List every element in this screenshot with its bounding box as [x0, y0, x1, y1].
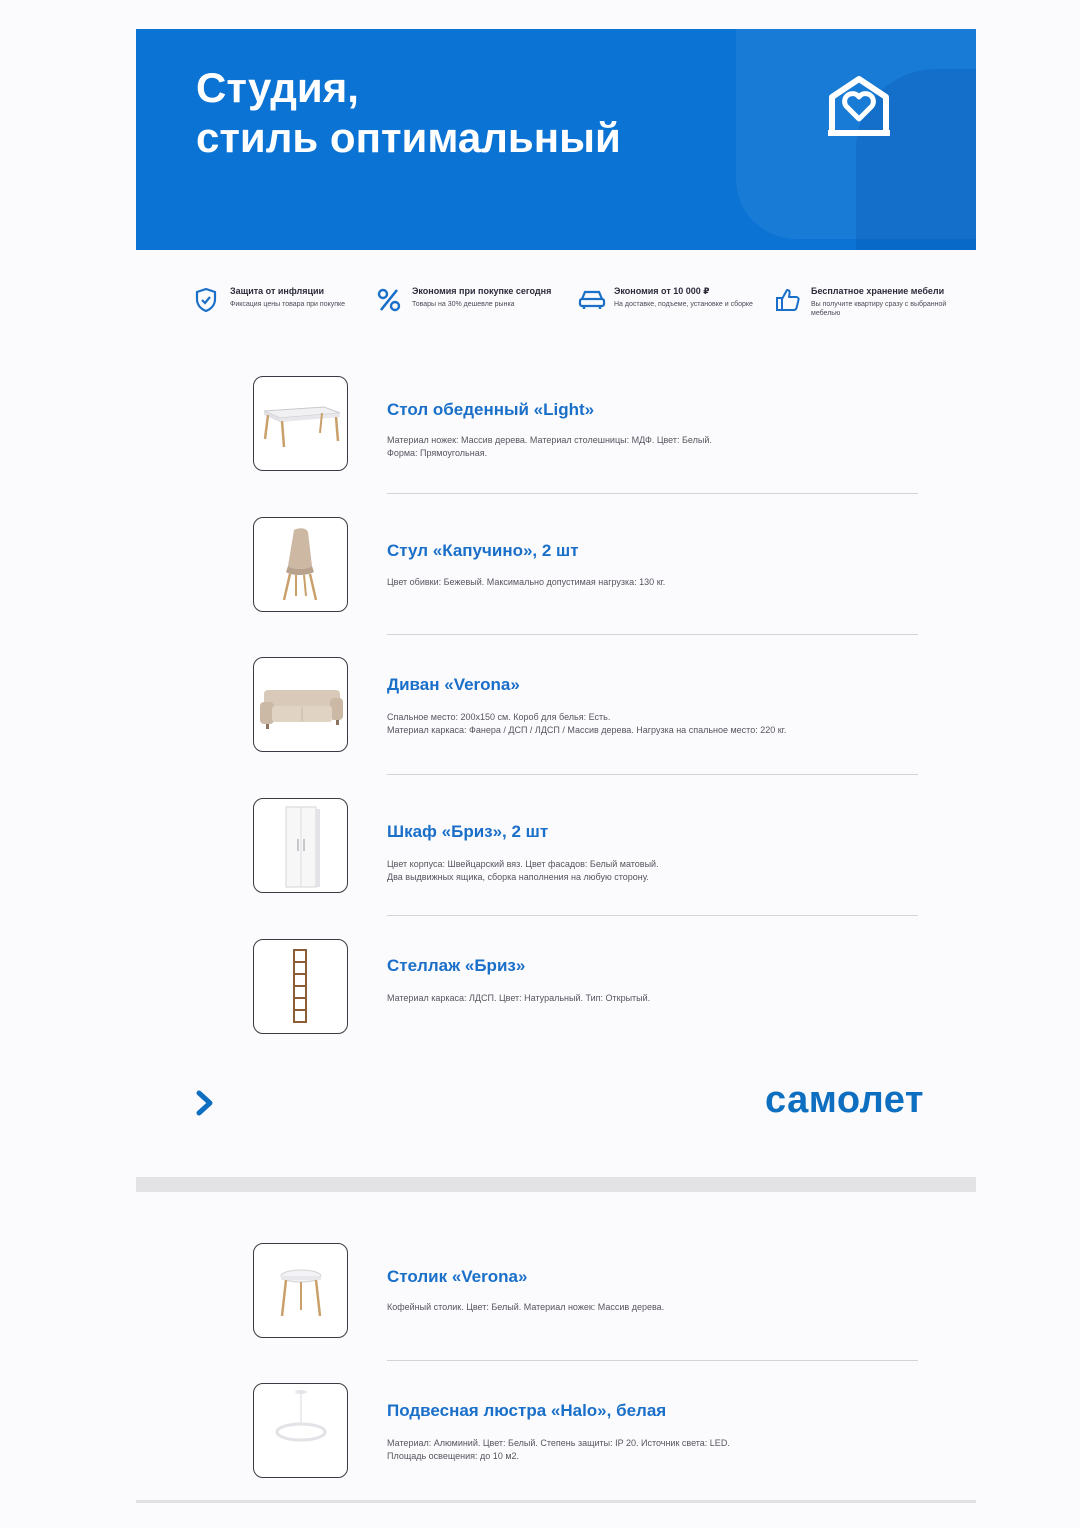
shelf-icon [254, 940, 348, 1034]
title-line-1: Студия, [196, 64, 359, 111]
brand-logo: самолет [765, 1079, 924, 1121]
feature-subtitle: На доставке, подъеме, установке и сборке [614, 301, 753, 308]
product-desc-line: Материал: Алюминий. Цвет: Белый. Степень защиты: IP 20. Источник света: LED. [387, 1438, 730, 1448]
product-description [387, 576, 907, 589]
product-name: Стол обеденный «Light» [387, 400, 595, 419]
product-name: Подвесная люстра «Halo», белая [387, 1401, 667, 1420]
product-description [387, 858, 907, 884]
dining-table-icon [254, 377, 348, 471]
product-desc-line: Форма: Прямоугольная. [387, 448, 488, 458]
item-divider [387, 1360, 918, 1361]
product-image-chair [253, 517, 348, 612]
product-image-sofa [253, 657, 348, 752]
product-desc-line: Цвет обивки: Бежевый. Максимально допустимая нагрузка: 130 кг. [387, 577, 666, 587]
house-heart-icon [826, 73, 892, 139]
product-desc-line: Площадь освещения: до 10 м2. [387, 1451, 520, 1461]
title-line-2: стиль оптимальный [196, 114, 621, 161]
section-separator [136, 1177, 976, 1192]
product-name: Столик «Verona» [387, 1267, 528, 1286]
product-image-wardrobe [253, 798, 348, 893]
feature-title: Защита от инфляции [230, 286, 325, 296]
shield-check-icon [194, 287, 218, 313]
pendant-lamp-icon [254, 1384, 348, 1478]
item-divider [387, 915, 918, 916]
product-desc-line: Спальное место: 200x150 см. Короб для белья: Есть. [387, 712, 611, 722]
product-name: Шкаф «Бриз», 2 шт [387, 822, 549, 841]
header-banner [136, 29, 976, 250]
feature-subtitle: Вы получите квартиру сразу с выбранной мебелью [811, 301, 947, 317]
car-icon [578, 287, 606, 311]
chevron-right-icon[interactable] [195, 1090, 215, 1116]
feature-subtitle: Товары на 30% дешевле рынка [412, 301, 515, 308]
product-image-coffee-table [253, 1243, 348, 1338]
thumbs-up-icon [775, 287, 801, 313]
product-desc-line: Два выдвижных ящика, сборка наполнения на любую сторону. [387, 872, 649, 882]
product-description [387, 1437, 907, 1463]
percent-icon [376, 287, 402, 313]
bottom-divider [136, 1500, 976, 1503]
coffee-table-icon [254, 1244, 348, 1338]
product-description [387, 711, 907, 737]
product-description [387, 434, 907, 460]
product-desc-line: Материал каркаса: ЛДСП. Цвет: Натуральный. Тип: Открытый. [387, 993, 651, 1003]
chair-icon [254, 518, 348, 612]
feature-title: Экономия от 10 000 ₽ [614, 286, 710, 296]
wardrobe-icon [254, 799, 348, 893]
product-name: Стеллаж «Бриз» [387, 956, 526, 975]
product-image-shelf [253, 939, 348, 1034]
product-desc-line: Цвет корпуса: Швейцарский вяз. Цвет фасадов: Белый матовый. [387, 859, 659, 869]
product-desc-line: Материал каркаса: Фанера / ДСП / ЛДСП / Массив дерева. Нагрузка на спальное место: 220 кг. [387, 725, 787, 735]
item-divider [387, 774, 918, 775]
sofa-icon [254, 658, 348, 752]
feature-title: Бесплатное хранение мебели [811, 286, 945, 296]
product-image-pendant-lamp [253, 1383, 348, 1478]
feature-subtitle: Фиксация цены товара при покупке [230, 301, 346, 308]
page-title [196, 63, 621, 163]
item-divider [387, 493, 918, 494]
product-desc-line: Материал ножек: Массив дерева. Материал столешницы: МДФ. Цвет: Белый. [387, 435, 712, 445]
product-description [387, 1301, 907, 1314]
product-name: Диван «Verona» [387, 675, 520, 694]
item-divider [387, 634, 918, 635]
feature-title: Экономия при покупке сегодня [412, 286, 552, 296]
product-image-dining-table [253, 376, 348, 471]
product-description [387, 992, 907, 1005]
product-name: Стул «Капучино», 2 шт [387, 541, 579, 560]
product-desc-line: Кофейный столик. Цвет: Белый. Материал ножек: Массив дерева. [387, 1302, 665, 1312]
